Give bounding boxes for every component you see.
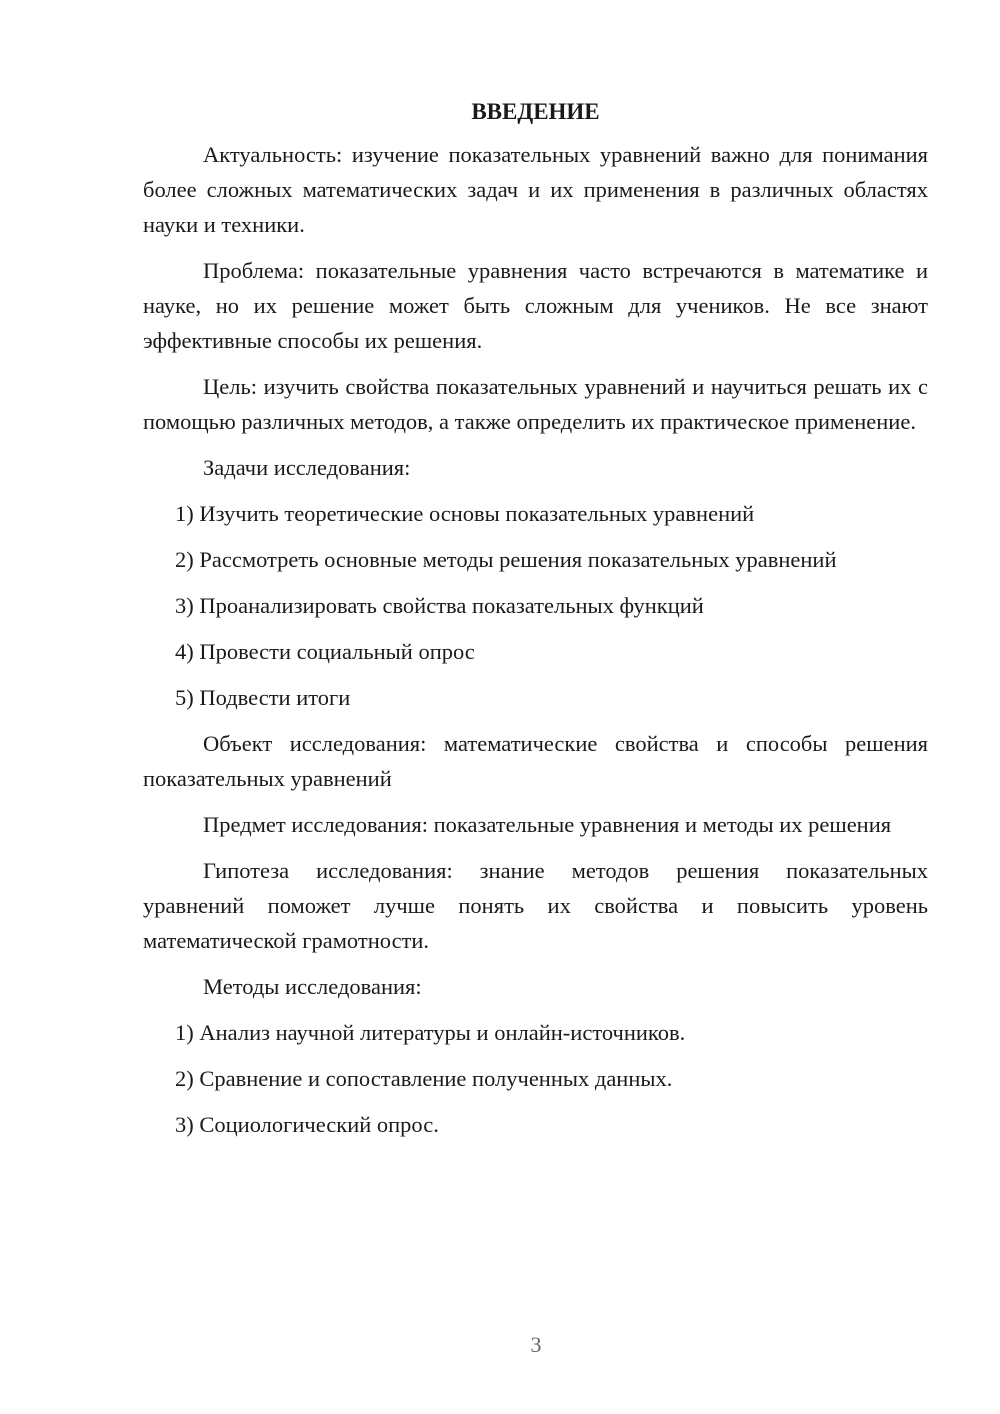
paragraph-relevance: Актуальность: изучение показательных уравнений важно для понимания более сложных математических задач и их применения в различных областях науки и техники. (143, 142, 928, 237)
list-item-task-3: 3) Проанализировать свойства показательных функций (175, 593, 704, 618)
paragraph-object: Объект исследования: математические свойства и способы решения показательных уравнений (143, 731, 928, 791)
paragraph-problem: Проблема: показательные уравнения часто встречаются в математике и науке, но их решение может быть сложным для учеников. Не все знают эффективные способы их решения. (143, 258, 928, 353)
paragraph-subject: Предмет исследования: показательные уравнения и методы их решения (203, 812, 892, 837)
list-item-task-1: 1) Изучить теоретические основы показательных уравнений (175, 501, 755, 526)
page-content (143, 94, 928, 1153)
list-item-task-2: 2) Рассмотреть основные методы решения показательных уравнений (175, 547, 837, 572)
list-item-task-4: 4) Провести социальный опрос (175, 639, 475, 664)
list-item-method-2: 2) Сравнение и сопоставление полученных данных. (175, 1066, 673, 1091)
list-item-method-1: 1) Анализ научной литературы и онлайн-источников. (175, 1020, 686, 1045)
paragraph-hypothesis: Гипотеза исследования: знание методов решения показательных уравнений поможет лучше понять их свойства и повысить уровень математической грамотности. (143, 858, 928, 953)
list-item-task-5: 5) Подвести итоги (175, 685, 351, 710)
methods-heading: Методы исследования: (203, 974, 422, 999)
list-item-method-3: 3) Социологический опрос. (175, 1112, 439, 1137)
paragraph-goal: Цель: изучить свойства показательных уравнений и научиться решать их с помощью различных методов, а также определить их практическое применение. (143, 374, 928, 434)
page-number: 3 (530, 1332, 542, 1357)
page-title: ВВЕДЕНИЕ (471, 99, 600, 124)
tasks-heading: Задачи исследования: (203, 455, 411, 480)
